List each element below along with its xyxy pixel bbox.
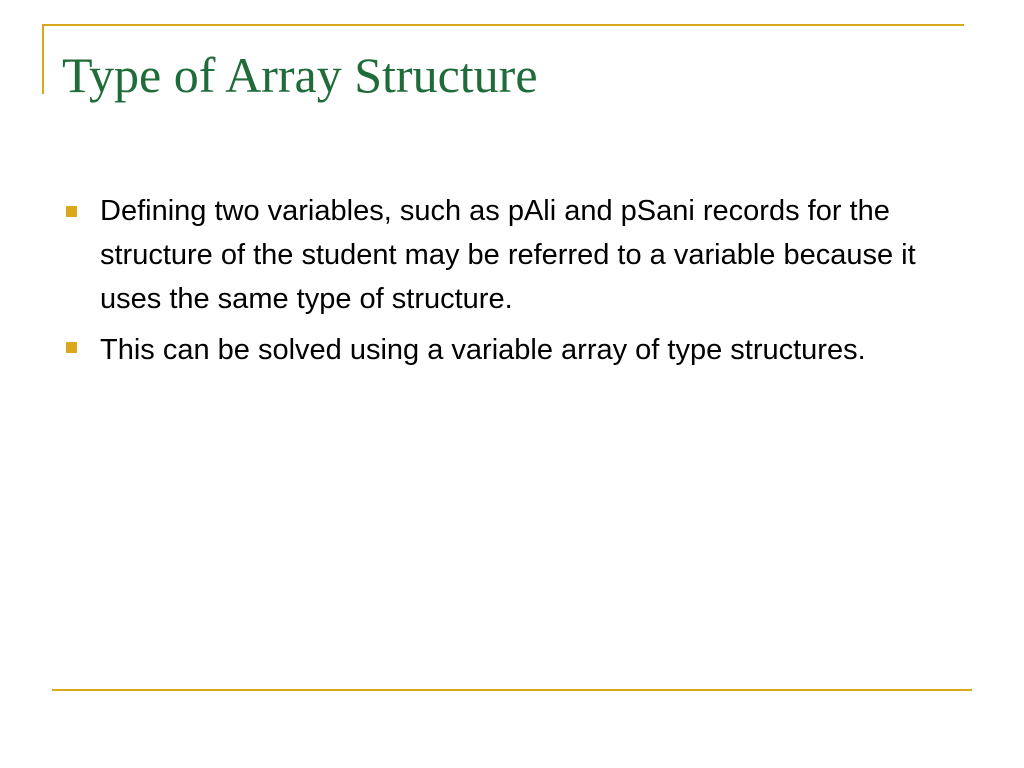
bullet-item [66, 189, 966, 321]
square-bullet-icon [66, 342, 77, 353]
frame-left-line [42, 24, 44, 94]
square-bullet-icon [66, 206, 77, 217]
bullet-text: This can be solved using a variable array of type structures. [100, 334, 866, 366]
frame-top-line [42, 24, 964, 26]
bullet-list [66, 189, 966, 375]
bullet-item [66, 325, 966, 375]
bullet-text: Defining two variables, such as pAli and pSani records for the structure of the student may be referred to a variable because it uses the same type of structure. [100, 195, 916, 315]
frame-bottom-line [52, 689, 972, 691]
slide-title: Type of Array Structure [62, 47, 538, 103]
